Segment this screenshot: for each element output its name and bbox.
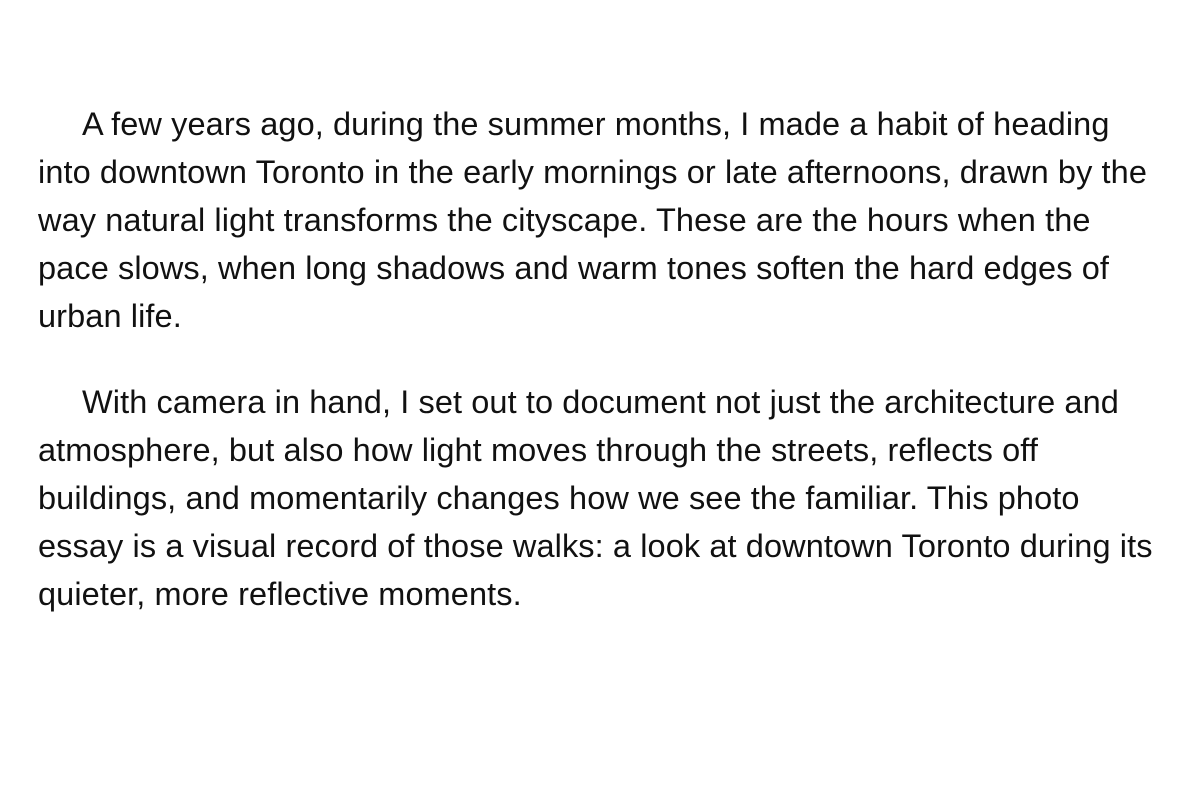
- essay-body: [38, 100, 1160, 618]
- paragraph-1: A few years ago, during the summer months, I made a habit of heading into downtown Toronto in the early mornings or late afternoons, drawn by the way natural light transforms the cityscape. These are the hours when the pace slows, when long shadows and warm tones soften the hard edges of urban life.: [38, 106, 1148, 334]
- paragraph-2: With camera in hand, I set out to document not just the architecture and atmosphere, but also how light moves through the streets, reflects off buildings, and momentarily changes how we see the familiar. This photo essay is a visual record of those walks: a look at downtown Toronto during its quieter, more reflective moments.: [38, 384, 1153, 612]
